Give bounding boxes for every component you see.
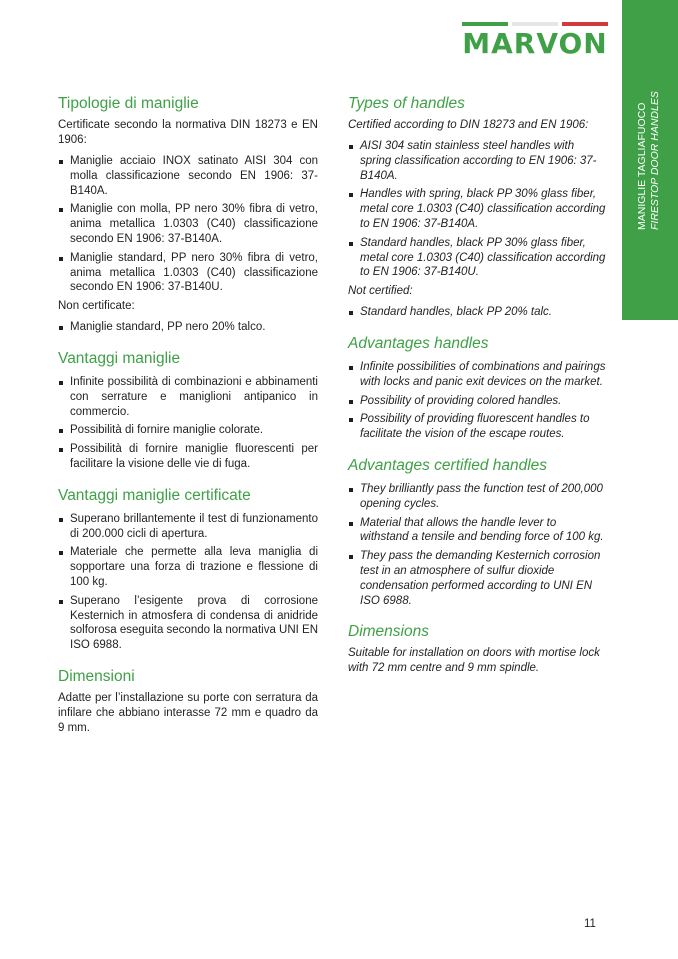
logo-text: MARVON <box>462 27 608 60</box>
list-item: Standard handles, black PP 30% glass fiber, metal core 1.0303 (C40) classification according to EN 1906: 37-B140U. <box>348 236 606 280</box>
section-text: Adatte per l’installazione su porte con serratura da infilare che abbiano interasse 72 mm e quadro da 9 mm. <box>58 691 318 734</box>
flag-white <box>512 22 558 26</box>
english-column <box>348 94 606 690</box>
list-item: Handles with spring, black PP 30% glass fiber, metal core 1.0303 (C40) classification according to EN 1906: 37-B140A. <box>348 187 606 231</box>
list-item: Standard handles, black PP 20% talc. <box>348 305 606 320</box>
list-item: They brilliantly pass the function test of 200,000 opening cycles. <box>348 482 606 512</box>
list-item: Infinite possibilità di combinazioni e abbinamenti con serrature e maniglioni antipanico in commercio. <box>58 375 318 419</box>
section-advantages-en <box>348 334 606 442</box>
list-item: Infinite possibilities of combinations and pairings with locks and panic exit devices on the market. <box>348 360 606 390</box>
page-number: 11 <box>584 918 596 930</box>
section-intro: Certified according to DIN 18273 and EN 1906: <box>348 119 589 131</box>
list-item: Materiale che permette alla leva maniglia di sopportare una forza di trazione e flessione di 100 kg. <box>58 545 318 589</box>
section-advantages-it <box>58 349 318 472</box>
bullet-list <box>348 305 606 320</box>
side-tab-label-it: MANIGLIE TAGLIAFUOCO <box>636 102 648 230</box>
italian-column <box>58 94 318 750</box>
list-item: Possibility of providing fluorescent handles to facilitate the vision of the escape routes. <box>348 412 606 442</box>
section-title: Vantaggi maniglie <box>58 349 181 367</box>
section-title: Tipologie di maniglie <box>58 95 199 112</box>
section-title: Vantaggi maniglie certificate <box>58 486 251 504</box>
flag-green <box>462 22 508 26</box>
list-item: Maniglie acciaio INOX satinato AISI 304 con molla classificazione secondo EN 1906: 37-B140A. <box>58 154 318 198</box>
section-certified-it <box>58 486 318 653</box>
list-item: Maniglie con molla, PP nero 30% fibra di vetro, anima metallica 1.0303 (C40) classificazione secondo EN 1906: 37-B140A. <box>58 202 318 246</box>
section-text: Suitable for installation on doors with mortise lock with 72 mm centre and 9 mm spindle. <box>348 647 600 675</box>
section-title: Dimensioni <box>58 667 135 685</box>
flag-red <box>562 22 608 26</box>
section-title: Types of handles <box>348 95 465 112</box>
side-tab-label-en: FIRESTOP DOOR HANDLES <box>649 91 661 230</box>
marvon-logo <box>462 22 608 62</box>
list-item: Maniglie standard, PP nero 20% talco. <box>58 320 318 335</box>
section-title: Advantages handles <box>348 334 489 352</box>
bullet-list <box>348 482 606 608</box>
section-dimensions-it <box>58 667 318 736</box>
list-item: Possibilità di fornire maniglie colorate. <box>58 423 318 438</box>
list-item: Superano l’esigente prova di corrosione Kesternich in atmosfera di condensa di anidride solforosa eseguita secondo la normativa UNI EN ISO 6988. <box>58 594 318 653</box>
list-item: Maniglie standard, PP nero 30% fibra di vetro, anima metallica 1.0303 (C40) classificazione secondo EN 1906: 37-B140U. <box>58 251 318 295</box>
bullet-list <box>58 512 318 653</box>
section-intro: Certificate secondo la normativa DIN 18273 e EN 1906: <box>58 119 318 146</box>
list-item: Superano brillantemente il test di funzionamento di 200.000 cicli di apertura. <box>58 512 318 542</box>
bullet-list <box>58 154 318 295</box>
not-certified-label: Not certified: <box>348 285 413 298</box>
bullet-list <box>58 375 318 472</box>
side-tab-label <box>636 10 662 230</box>
bullet-list <box>348 139 606 280</box>
section-dimensions-en <box>348 622 606 676</box>
list-item: AISI 304 satin stainless steel handles with spring classification according to EN 1906: 37-B140A. <box>348 139 606 183</box>
not-certified-label: Non certificate: <box>58 300 135 313</box>
section-certified-en <box>348 456 606 608</box>
section-types-en <box>348 94 606 320</box>
bullet-list <box>58 320 318 335</box>
list-item: Material that allows the handle lever to withstand a tensile and bending force of 100 kg. <box>348 516 606 546</box>
section-types-it <box>58 94 318 335</box>
italian-flag-stripe <box>462 22 608 26</box>
list-item: Possibilità di fornire maniglie fluorescenti per facilitare la visione delle vie di fuga. <box>58 442 318 472</box>
section-title: Advantages certified handles <box>348 456 548 474</box>
list-item: Possibility of providing colored handles. <box>348 394 606 409</box>
list-item: They pass the demanding Kesternich corrosion test in an atmosphere of sulfur dioxide condensation performed according to UNI EN ISO 6988. <box>348 549 606 608</box>
section-title: Dimensions <box>348 623 429 641</box>
bullet-list <box>348 360 606 442</box>
